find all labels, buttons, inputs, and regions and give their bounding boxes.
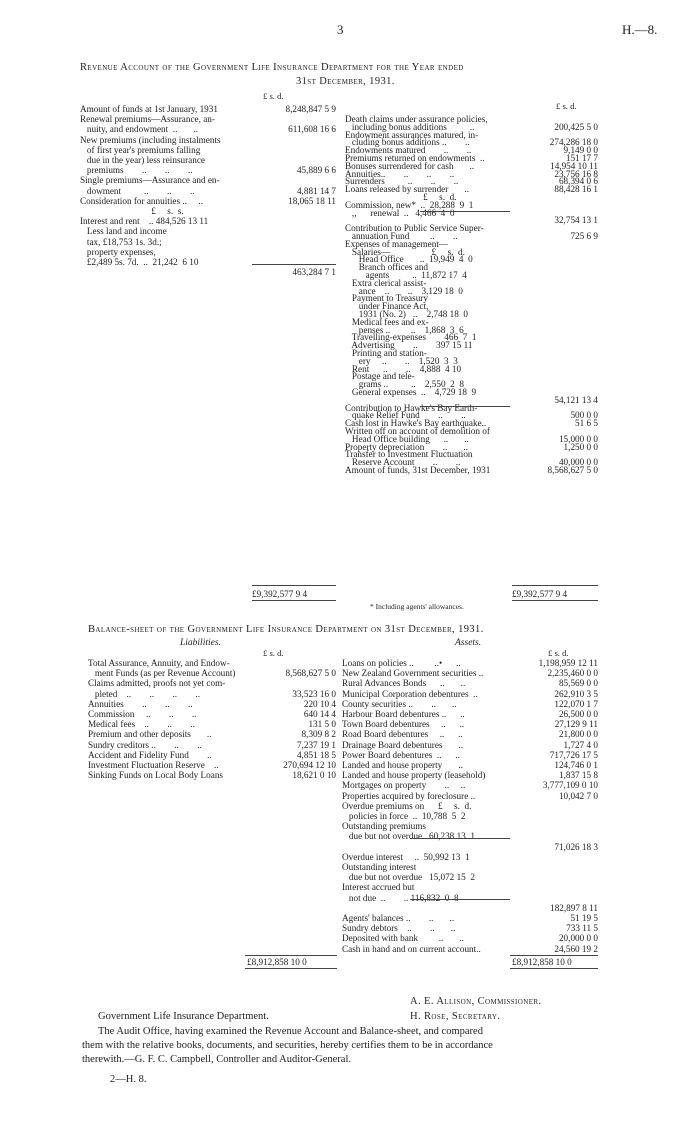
payment-row-label: Annuities.. .. .. .. (345, 168, 455, 179)
liability-row-label: ment Funds (as per Revenue Account) (88, 668, 236, 679)
payment-row-label: Reserve Account .. .. (345, 457, 461, 468)
payment-row-label: Death claims under assurance policies, (345, 114, 488, 124)
department-line: Government Life Insurance Department. (98, 1011, 269, 1022)
payment-row-amount: 1,250 0 0 (563, 441, 598, 452)
payment-row-label: Head Office building .. .. (345, 433, 469, 444)
payment-row-label: agents .. 11,872 17 4 (345, 270, 467, 280)
revenue-left-total: £9,392,577 9 4 (252, 589, 308, 599)
asset-row-label: Power Board debentures .. .. (342, 749, 460, 760)
payment-row-label: Surrenders .. .. .. (345, 176, 459, 187)
liability-row-amount: 33,523 16 0 (292, 688, 336, 699)
payment-row-label: Branch offices and (345, 262, 429, 273)
asset-row-label: Properties acquired by foreclosure .. (342, 790, 476, 801)
asset-row-label: not due .. .. 116,832 0 8 (342, 892, 459, 903)
asset-row-label: Interest accrued but (342, 882, 415, 893)
asset-row-amount: 71,026 18 3 (554, 841, 598, 852)
payment-row-label: General expenses .. 4,729 18 9 (345, 387, 477, 397)
asset-row-label: Outstanding interest (342, 862, 417, 872)
payment-row-label: Extra clerical assist- (345, 277, 427, 288)
revenue-left-total-rule (252, 585, 336, 586)
asset-row-amount: 3,777,109 0 10 (542, 780, 598, 791)
payment-row-amount: 23,756 16 8 (554, 168, 598, 179)
liability-row-label: Accident and Fidelity Fund .. (88, 749, 212, 760)
liability-row-amount: 640 14 4 (303, 709, 336, 719)
receipt-row-amount: 45,889 6 6 (296, 165, 336, 176)
revenue-title-line1: Revenue Account of the Government Life Insurance Department for the Year ended (80, 62, 464, 73)
asset-row-amount: 733 11 5 (566, 923, 598, 934)
payment-row-amount: 9,149 0 0 (563, 145, 598, 156)
receipt-row-label: dowment .. .. .. (80, 185, 195, 196)
asset-row-label: Landed and house property (leasehold) (342, 770, 486, 781)
asset-row-label: policies in force .. 10,788 5 2 (342, 811, 466, 821)
payment-row-label: grams .. .. 2,550 2 8 (345, 379, 464, 390)
liability-row-amount: 220 10 4 (303, 698, 336, 709)
premiums-subtotal-rule (410, 838, 510, 839)
audit-certificate-line2: them with the relative books, documents, and securities, hereby certifies them to be in accordance (82, 1040, 493, 1051)
asset-row-label: Road Board debentures .. .. (342, 729, 463, 740)
receipt-row-label: Less land and income (80, 226, 167, 237)
interest-subtotal-rule-left (252, 264, 336, 265)
payment-row-amount: 500 0 0 (570, 410, 598, 421)
liability-row-label: Premium and other deposits .. (88, 729, 212, 740)
receipt-row-label: Amount of funds at 1st January, 1931 (80, 104, 218, 114)
asset-row-label: due but not overdue 60,238 13 1 (342, 831, 475, 842)
asset-row-label: Harbour Board debentures .. .. (342, 709, 465, 719)
balance-left-total-underline (245, 968, 337, 969)
payment-row-label: Travelling-expenses 466 7 1 (345, 332, 477, 343)
payment-row-amount: 32,754 13 1 (554, 215, 598, 226)
liability-row-amount: 18,621 0 10 (292, 770, 336, 781)
asset-row-label: Agents' balances .. .. .. (342, 913, 455, 923)
liability-row-amount: 8,568,627 5 0 (285, 668, 336, 679)
asset-row-label: Overdue interest .. 50,992 13 1 (342, 851, 470, 862)
balance-right-total-rule (510, 955, 598, 956)
payment-row-amount: 40,000 0 0 (558, 457, 598, 468)
payment-row-label: Written off on account of demolition of (345, 426, 490, 436)
receipt-row-label: tax, £18,753 1s. 3d.; (80, 236, 162, 247)
receipt-row-amount: 463,284 7 1 (292, 267, 336, 278)
payment-row-label: Head Office .. 19,949 4 0 (345, 254, 473, 265)
receipt-row-label: £ s. s. (80, 206, 184, 216)
payment-row-label: Payment to Treasury (345, 293, 428, 304)
asset-row-label: Town Board debentures .. .. (342, 719, 465, 730)
assets-heading: Assets. (455, 638, 482, 648)
revenue-left-units: £ s. d. (263, 91, 284, 101)
payment-row-amount: 14,954 10 11 (550, 160, 598, 171)
payment-row-label: Cash lost in Hawke's Bay earthquake.. (345, 418, 487, 429)
asset-row-label: Cash in hand and on current account.. (342, 943, 481, 954)
revenue-right-total: £9,392,577 9 4 (512, 589, 568, 599)
asset-row-amount: 24,560 19 2 (554, 943, 598, 954)
payment-row-label: ,, renewal .. 4,466 4 0 (345, 207, 455, 218)
balance-right-units: £ s. d. (548, 648, 569, 658)
receipt-row-amount: 4,881 14 7 (296, 185, 336, 196)
liability-row-label: Sinking Funds on Local Body Loans (88, 770, 224, 781)
asset-row-amount: 182,897 8 11 (550, 902, 598, 913)
liability-row-label: Total Assurance, Annuity, and Endow- (88, 658, 230, 668)
liability-row-amount: 270,694 12 10 (283, 760, 336, 770)
asset-row-amount: 20,000 0 0 (558, 933, 598, 944)
payment-row-amount: 8,568,627 5 0 (547, 465, 598, 475)
asset-row-amount: 717,726 17 5 (549, 749, 598, 760)
payment-row-label: Transfer to Investment Fluctuation (345, 449, 473, 460)
payment-row-label: Rent .. .. 4,888 4 10 (345, 363, 462, 374)
payment-row-label: Endowment assurances matured, in- (345, 129, 479, 140)
asset-row-amount: 122,070 1 7 (554, 698, 598, 709)
payment-row-label: Salaries— £ s. d. (345, 246, 465, 257)
asset-row-amount: 27,129 9 11 (554, 719, 598, 730)
receipt-row-label: Consideration for annuities .. .. (80, 195, 203, 206)
payment-row-amount: 151 17 7 (565, 153, 598, 163)
revenue-right-units: £ s. d. (556, 101, 577, 111)
receipt-row-label: property expenses, (80, 246, 156, 257)
liability-row-amount: 4,851 18 5 (296, 749, 336, 760)
payment-row-label: Premiums returned on endowments .. (345, 153, 485, 163)
payment-row-label: Medical fees and ex- (345, 316, 429, 327)
asset-row-label: Loans on policies .. ..• .. (342, 658, 461, 668)
expenses-subtotal-rule (420, 406, 510, 407)
payment-row-label: quake Relief Fund .. .. (345, 410, 466, 421)
payment-row-label: ance .. .. 3,129 18 0 (345, 285, 463, 296)
payment-row-label: Endowments matured .. .. (345, 145, 472, 156)
asset-row-amount: 2,235,460 0 0 (547, 668, 598, 679)
asset-row-label: Landed and house property .. (342, 760, 463, 770)
liability-row-label: Annuities .. .. .. (88, 698, 193, 709)
receipt-row-label: nuity, and endowment .. .. (80, 124, 199, 135)
receipt-row-label: £2,489 5s. 7d. .. 21,242 6 10 (80, 257, 199, 267)
payment-row-amount: 200,425 5 0 (554, 121, 598, 132)
receipt-row-label: Renewal premiums—Assurance, an- (80, 114, 215, 125)
asset-row-amount: 124,746 0 1 (554, 760, 598, 770)
asset-row-amount: 1,727 4 0 (563, 739, 598, 750)
payment-row-amount: 54,121 13 4 (554, 394, 598, 405)
revenue-right-total-rule (512, 585, 598, 586)
asset-row-label: New Zealand Government securities .. (342, 668, 484, 679)
payment-row-label: Postage and tele- (345, 371, 415, 382)
payment-row-label: ery .. .. 1,520 3 3 (345, 355, 458, 366)
liability-row-amount: 8,309 8 2 (301, 729, 336, 740)
payment-row-label: Expenses of management— (345, 238, 449, 249)
payment-row-amount: 15,000 0 0 (558, 433, 598, 444)
revenue-title-line2: 31st December, 1931. (296, 76, 395, 87)
asset-row-label: Rural Advances Bonds .. .. (342, 678, 466, 689)
asset-row-label: Outstanding premiums (342, 821, 426, 832)
payment-row-label: Loans released by surrender .. (345, 184, 469, 195)
balance-sheet-title: Balance-sheet of the Government Life Insurance Department on 31st December, 1931. (88, 624, 484, 635)
payment-row-label: cluding bonus additions .. .. (345, 137, 470, 148)
liability-row-label: Medical fees .. .. .. (88, 719, 195, 730)
balance-right-total: £8,912,858 10 0 (512, 957, 572, 967)
payment-row-amount: 725 6 9 (570, 231, 598, 241)
balance-right-total-underline (510, 968, 598, 969)
liability-row-label: Sundry creditors .. .. .. (88, 739, 202, 750)
interest-subtotal-rule (410, 899, 510, 900)
asset-row-amount: 10,042 7 0 (558, 790, 598, 801)
payment-row-label: including bonus additions .. (345, 121, 475, 132)
liabilities-heading: Liabilities. (180, 638, 221, 648)
revenue-footnote: * Including agents' allowances. (370, 602, 464, 611)
audit-certificate-line1: The Audit Office, having examined the Revenue Account and Balance-sheet, and compared (98, 1026, 483, 1037)
balance-left-units: £ s. d. (263, 648, 284, 658)
receipt-row-label: due in the year) less reinsurance (80, 155, 206, 165)
asset-row-amount: 1,837 15 8 (558, 770, 598, 781)
receipt-row-amount: 611,608 16 6 (288, 124, 336, 135)
payment-row-label: Printing and station- (345, 348, 427, 358)
receipt-row-label: New premiums (including instalments (80, 134, 221, 145)
receipt-row-amount: 18,065 18 11 (288, 195, 336, 206)
revenue-left-total-underline (252, 600, 336, 601)
signature-commissioner: A. E. Allison, Commissioner. (410, 996, 542, 1007)
payment-row-label: Commission, new* .. 28,288 9 1 (345, 199, 474, 210)
revenue-right-total-underline (512, 600, 598, 601)
payment-row-label: penses .. .. 1,868 3 6 (345, 324, 464, 335)
receipt-row-label: Interest and rent .. 484,526 13 11 (80, 216, 209, 227)
asset-row-amount: 51 19 5 (570, 913, 598, 923)
payment-row-amount: 274,286 18 0 (549, 137, 598, 148)
asset-row-amount: 262,910 3 5 (554, 688, 598, 699)
payment-row-label: Amount of funds, 31st December, 1931 (345, 465, 491, 475)
asset-row-label: Municipal Corporation debentures .. (342, 688, 478, 699)
asset-row-amount: 85,569 0 0 (558, 678, 598, 689)
payment-row-amount: 68,394 0 6 (558, 176, 598, 187)
liability-row-amount: 131 5 0 (308, 719, 336, 730)
document-reference: H.—8. (622, 22, 658, 37)
payment-row-label: Contribution to Public Service Super- (345, 223, 484, 234)
payment-row-label: 1931 (No. 2) .. 2,748 18 0 (345, 309, 469, 319)
asset-row-label: Drainage Board debentures .. (342, 739, 464, 750)
payment-row-label: Advertising .. 397 15 11 (345, 340, 473, 351)
payment-row-label: Property depreciation .. .. (345, 441, 468, 452)
sheet-number: 2—H. 8. (110, 1074, 147, 1085)
payment-row-amount: 51 6 5 (575, 418, 598, 429)
liability-row-label: Claims admitted, proofs not yet com- (88, 678, 226, 689)
balance-left-total-rule (245, 955, 337, 956)
receipt-row-label: of first year's premiums falling (80, 144, 201, 155)
asset-row-label: Sundry debtors .. .. .. (342, 923, 456, 934)
asset-row-amount: 21,800 0 0 (558, 729, 598, 740)
liability-row-label: pleted .. .. .. .. (88, 688, 201, 699)
receipt-row-label: Single premiums—Assurance and en- (80, 175, 220, 186)
asset-row-label: County securities .. .. .. (342, 698, 457, 709)
balance-left-total: £8,912,858 10 0 (247, 957, 307, 967)
asset-row-label: due but not overdue 15,072 15 2 (342, 872, 475, 883)
payment-row-label: Contribution to Hawke's Bay Earth- (345, 402, 478, 413)
payment-row-label: annuation Fund .. .. (345, 231, 458, 241)
asset-row-label: Overdue premiums on £ s. d. (342, 800, 472, 811)
asset-row-amount: 1,198,959 12 11 (538, 658, 598, 668)
liability-row-amount: 7,237 19 1 (296, 739, 336, 750)
asset-row-amount: 26,500 0 0 (558, 709, 598, 719)
receipt-row-label: premiums .. .. .. (80, 165, 193, 176)
audit-certificate-line3: therewith.—G. F. C. Campbell, Controller and Auditor-General. (82, 1054, 351, 1065)
signature-secretary: H. Rose, Secretary. (410, 1011, 501, 1022)
commission-subtotal-rule (420, 211, 510, 212)
payment-row-label: £ s. d. (345, 192, 457, 202)
liability-row-label: Commission .. .. .. (88, 709, 197, 719)
liability-row-label: Investment Fluctuation Reserve .. (88, 760, 219, 770)
asset-row-label: Deposited with bank .. .. (342, 933, 464, 944)
payment-row-label: Bonuses surrendered for cash .. (345, 160, 475, 171)
payment-row-label: under Finance Act, (345, 301, 429, 312)
page-number: 3 (337, 22, 344, 37)
asset-row-label: Mortgages on property .. .. (342, 780, 466, 791)
payment-row-amount: 88,428 16 1 (554, 184, 598, 195)
receipt-row-amount: 8,248,847 5 9 (285, 104, 336, 114)
